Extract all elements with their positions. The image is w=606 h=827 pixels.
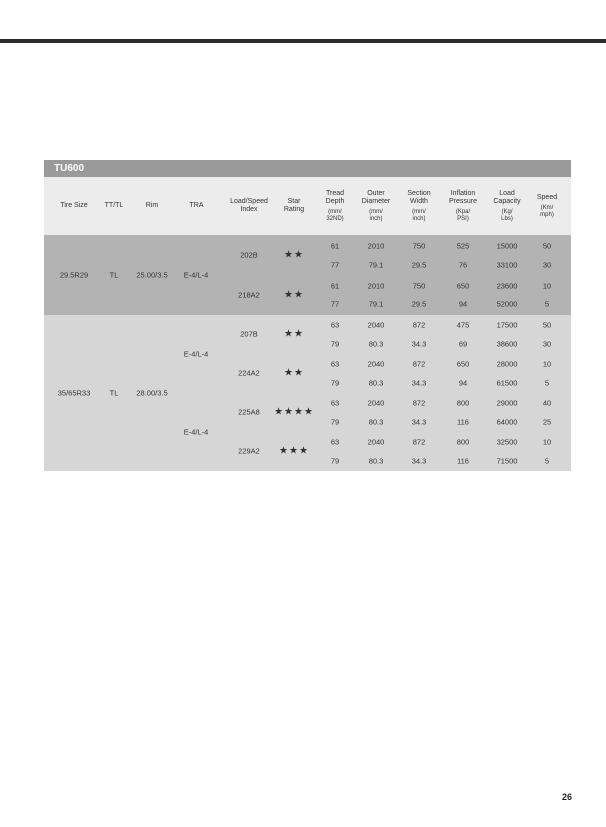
tire-size-cell: 35/65R33 <box>57 388 91 398</box>
tread-depth: 77 <box>330 260 340 270</box>
header-tire-size: Tire Size <box>60 202 88 209</box>
section-width: 34.3 <box>411 339 427 349</box>
load-speed-index: 224A2 <box>238 368 260 378</box>
inflation-pressure: 800 <box>456 437 470 447</box>
section-width: 872 <box>412 437 426 447</box>
header-tra: TRA <box>189 202 204 209</box>
speed: 50 <box>542 241 552 251</box>
load-capacity: 33100 <box>496 260 518 270</box>
tread-depth: 63 <box>330 320 340 330</box>
speed: 30 <box>542 339 552 349</box>
tread-depth: 79 <box>330 456 340 466</box>
section-width: 29.5 <box>411 260 427 270</box>
page-number: 26 <box>561 792 572 802</box>
header-inflation-pressure: Inflation Pressure (Kpa/ PSI) <box>448 189 477 222</box>
load-capacity: 15000 <box>496 241 518 251</box>
outer-diameter: 79.1 <box>368 260 384 270</box>
section-width: 872 <box>412 398 426 408</box>
header-rim: Rim <box>145 202 159 209</box>
tra-cell: E-4/L-4 <box>183 427 209 437</box>
tread-depth: 63 <box>330 359 340 369</box>
inflation-pressure: 94 <box>458 299 468 309</box>
speed: 50 <box>542 320 552 330</box>
star-rating: ★★ <box>284 367 304 379</box>
speed: 25 <box>542 417 552 427</box>
header-section-width: Section Width (mm/ inch) <box>407 189 431 222</box>
inflation-pressure: 94 <box>458 378 468 388</box>
outer-diameter: 80.3 <box>368 456 384 466</box>
load-capacity: 23600 <box>496 281 518 291</box>
tread-depth: 61 <box>330 281 340 291</box>
outer-diameter: 80.3 <box>368 339 384 349</box>
header-load-capacity: Load Capacity (Kg/ Lbs) <box>493 189 521 222</box>
inflation-pressure: 116 <box>457 456 469 466</box>
section-width: 34.3 <box>411 417 427 427</box>
outer-diameter: 2010 <box>367 241 385 251</box>
tread-depth: 63 <box>330 437 340 447</box>
load-speed-index: 218A2 <box>238 290 260 300</box>
inflation-pressure: 69 <box>458 339 468 349</box>
load-speed-index: 202B <box>240 250 258 260</box>
inflation-pressure: 650 <box>456 281 470 291</box>
star-rating: ★★★ <box>279 445 309 457</box>
speed: 30 <box>542 260 552 270</box>
header-star-rating: Star Rating <box>283 198 305 213</box>
speed: 5 <box>544 299 550 309</box>
load-capacity: 64000 <box>496 417 518 427</box>
outer-diameter: 80.3 <box>368 417 384 427</box>
speed: 10 <box>542 281 552 291</box>
tra-cell: E-4/L-4 <box>183 349 209 359</box>
load-speed-index: 207B <box>240 329 258 339</box>
tread-depth: 79 <box>330 417 340 427</box>
section-width: 34.3 <box>411 378 427 388</box>
header-tread-depth: Tread Depth (mm/ 32ND) <box>325 189 345 222</box>
header-tt-tl: TT/TL <box>104 202 124 209</box>
section-width: 872 <box>412 359 426 369</box>
load-capacity: 61500 <box>496 378 518 388</box>
load-capacity: 38600 <box>496 339 518 349</box>
load-speed-index: 225A8 <box>238 407 260 417</box>
outer-diameter: 2040 <box>367 359 385 369</box>
speed: 5 <box>544 378 550 388</box>
outer-diameter: 2010 <box>367 281 385 291</box>
outer-diameter: 2040 <box>367 398 385 408</box>
load-capacity: 28000 <box>496 359 518 369</box>
inflation-pressure: 116 <box>457 417 469 427</box>
inflation-pressure: 525 <box>456 241 470 251</box>
load-capacity: 71500 <box>496 456 518 466</box>
tt-tl-cell: TL <box>109 388 119 398</box>
section-width: 872 <box>412 320 426 330</box>
star-rating: ★★ <box>284 249 304 261</box>
table-header <box>44 177 571 235</box>
tt-tl-cell: TL <box>109 270 119 280</box>
speed: 40 <box>542 398 552 408</box>
star-rating: ★★★★ <box>274 406 314 418</box>
tire-group-35-65r33 <box>44 315 571 471</box>
outer-diameter: 79.1 <box>368 299 384 309</box>
inflation-pressure: 475 <box>456 320 470 330</box>
header-load-speed: Load/Speed Index <box>230 198 268 213</box>
section-width: 750 <box>412 241 426 251</box>
inflation-pressure: 800 <box>456 398 470 408</box>
inflation-pressure: 76 <box>458 260 468 270</box>
load-speed-index: 229A2 <box>238 446 260 456</box>
speed: 10 <box>542 359 552 369</box>
speed: 5 <box>544 456 550 466</box>
tire-size-cell: 29.5R29 <box>59 270 89 280</box>
tra-cell: E-4/L-4 <box>183 270 209 280</box>
load-capacity: 52000 <box>496 299 518 309</box>
tread-depth: 63 <box>330 398 340 408</box>
load-capacity: 32500 <box>496 437 518 447</box>
top-rule <box>0 39 606 43</box>
tire-spec-table <box>44 160 571 471</box>
speed: 10 <box>542 437 552 447</box>
load-capacity: 29000 <box>496 398 518 408</box>
table-title: TU600 <box>44 160 571 177</box>
outer-diameter: 2040 <box>367 437 385 447</box>
tread-depth: 79 <box>330 339 340 349</box>
tread-depth: 77 <box>330 299 340 309</box>
inflation-pressure: 650 <box>456 359 470 369</box>
star-rating: ★★ <box>284 289 304 301</box>
rim-cell: 25.00/3.5 <box>136 270 168 280</box>
section-width: 34.3 <box>411 456 427 466</box>
tread-depth: 61 <box>330 241 340 251</box>
tread-depth: 79 <box>330 378 340 388</box>
star-rating: ★★ <box>284 328 304 340</box>
outer-diameter: 80.3 <box>368 378 384 388</box>
rim-cell: 28.00/3.5 <box>136 388 168 398</box>
section-width: 29.5 <box>411 299 427 309</box>
header-outer-diameter: Outer Diameter (mm/ inch) <box>361 189 391 222</box>
load-capacity: 17500 <box>496 320 518 330</box>
tire-group-29-5r29 <box>44 235 571 315</box>
header-speed: Speed (Km/ mph) <box>536 193 558 218</box>
section-width: 750 <box>412 281 426 291</box>
outer-diameter: 2040 <box>367 320 385 330</box>
